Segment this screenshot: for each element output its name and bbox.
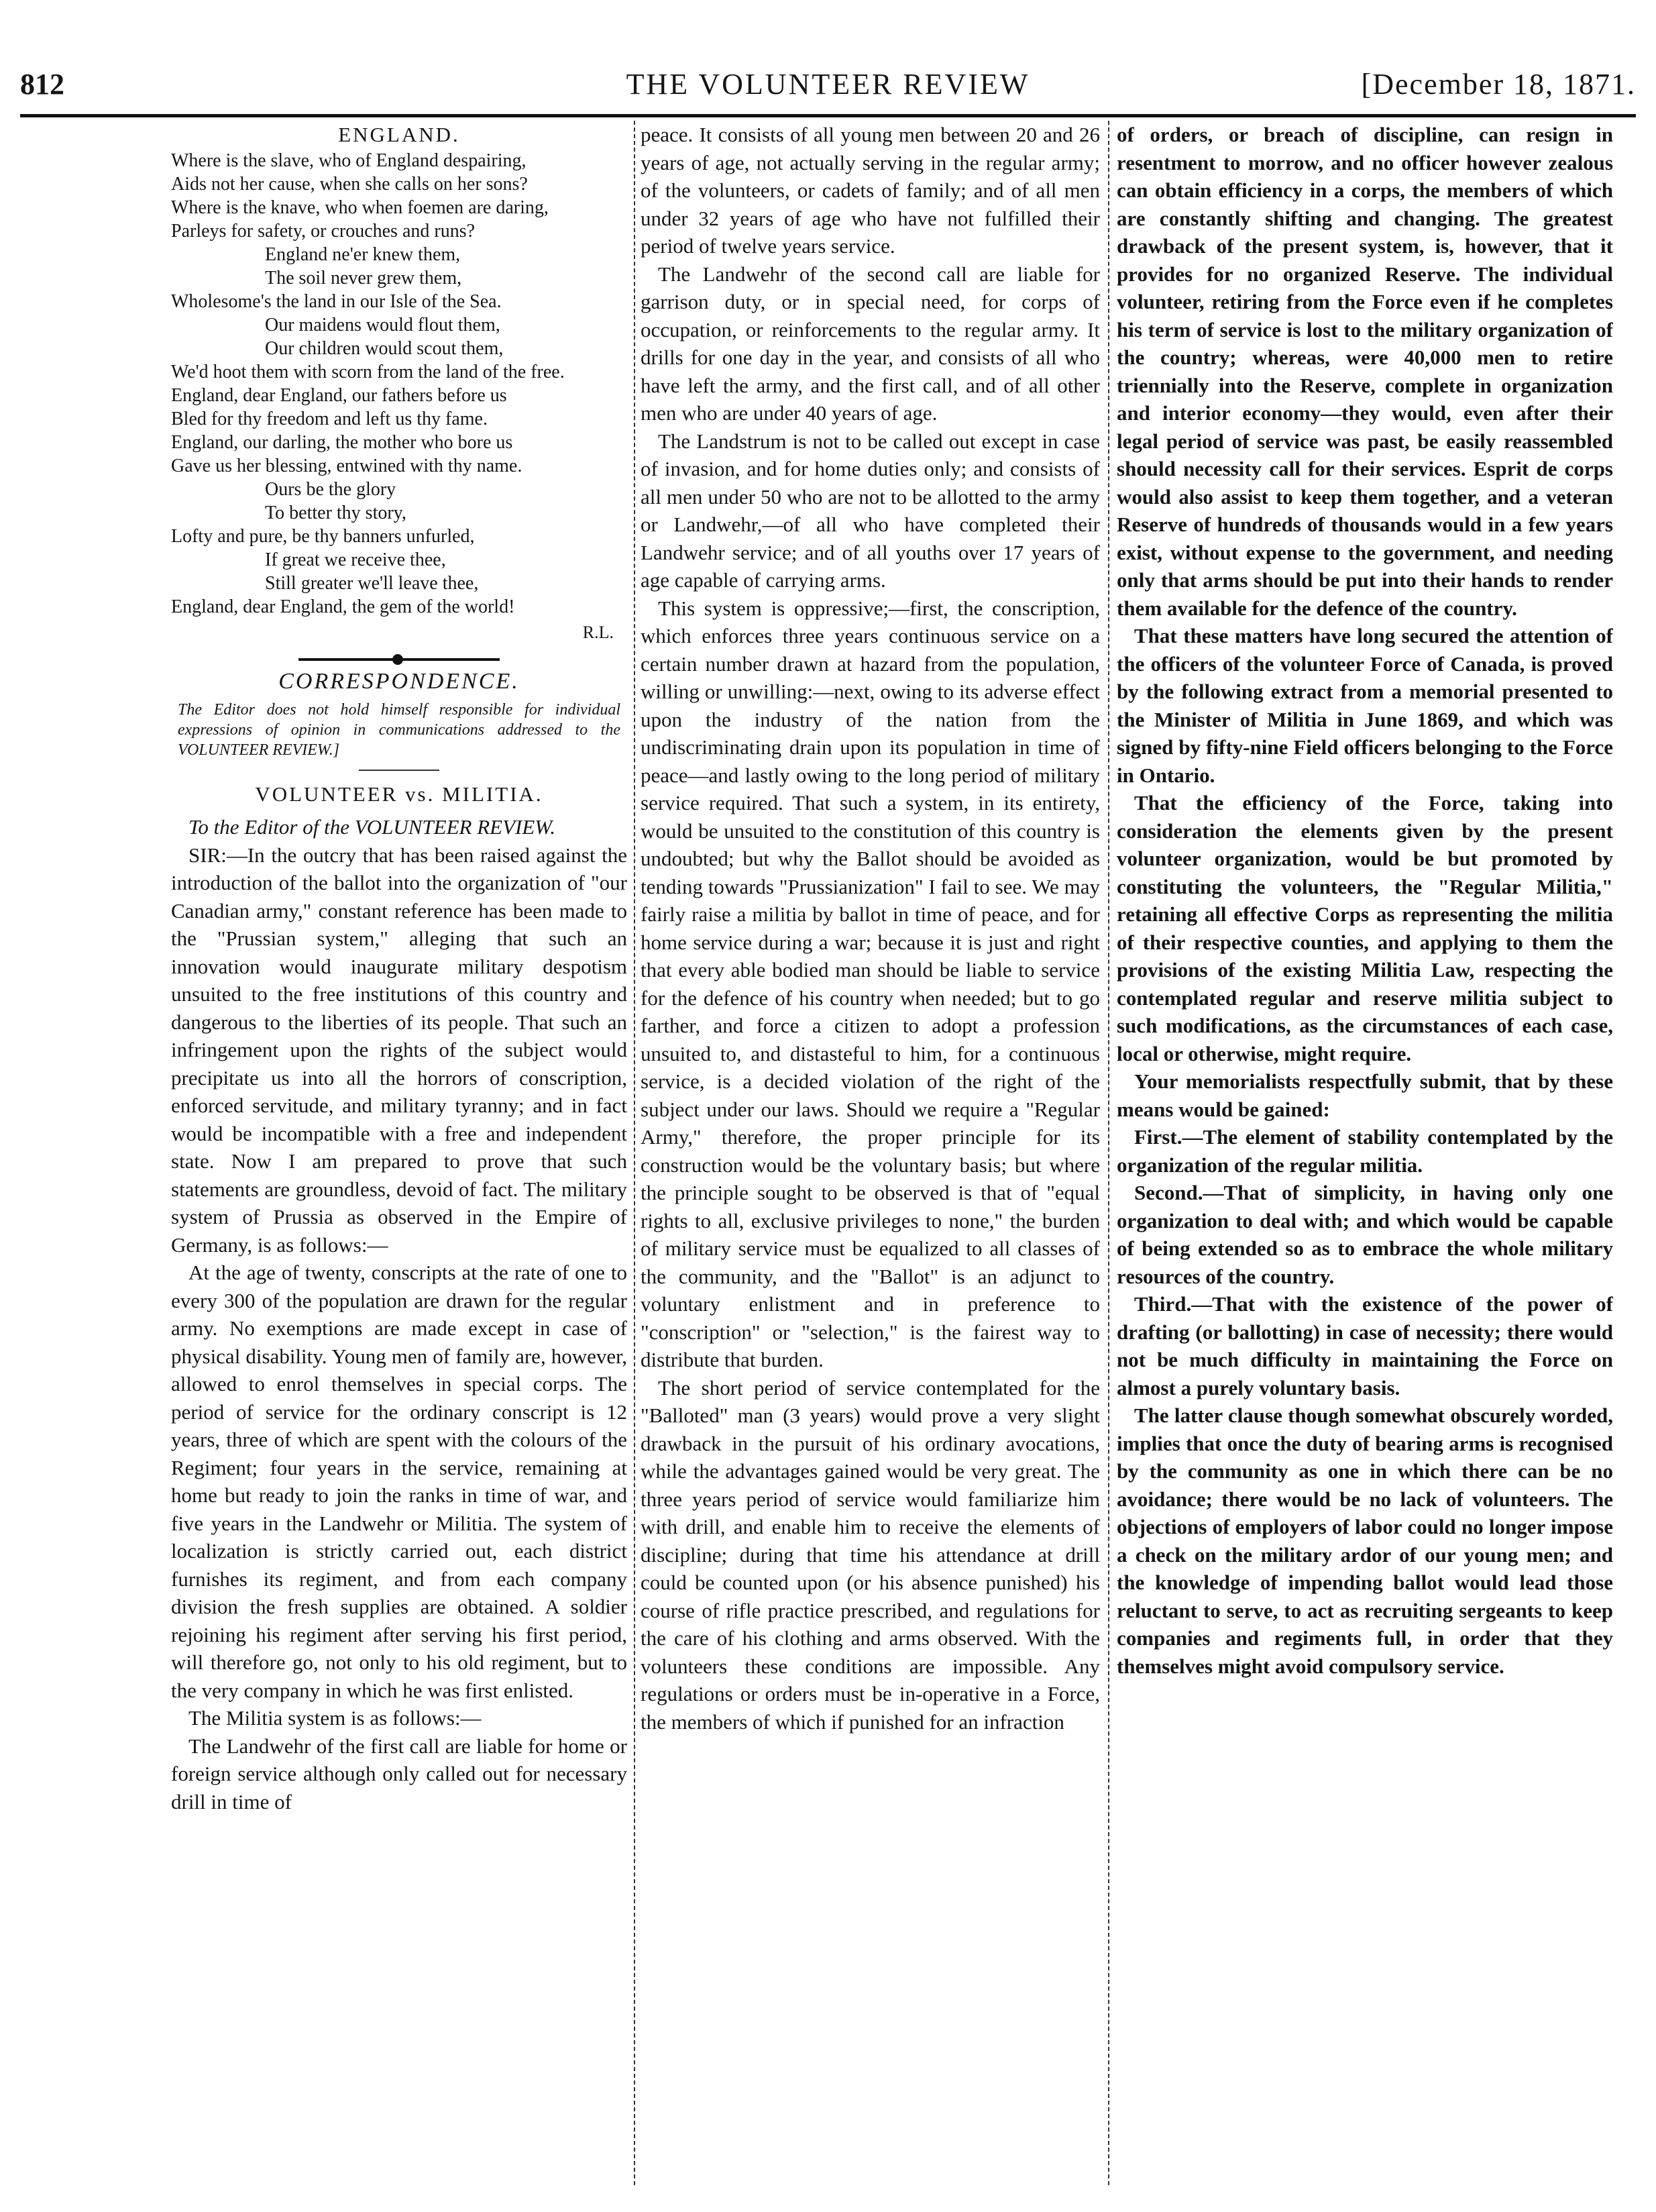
poem-line: England, dear England, our fathers before us: [171, 384, 507, 406]
poem-line: Where is the knave, who when foemen are daring,: [171, 197, 549, 218]
paragraph: The Militia system is as follows:—: [188, 1706, 482, 1730]
poem-line: England ne'er knew them,: [265, 244, 461, 265]
section-heading: CORRESPONDENCE.: [278, 669, 520, 694]
poem-line: Aids not her cause, when she calls on her sons?: [171, 173, 528, 195]
paragraph: This system is oppressive;—first, the conscription, which enforces three years continuous service on a certain number drawn at hazard from the population, willing or unwilling:—next, owing to its adverse effect upon the industry of the nation from the undiscriminating drain upon its population in time of peace—and lastly owing to the long period of military service required. That such a system, in its entirety, would be unsuited to the constitution of this country is undoubted; but why the Ballot should be avoided as tending towards "Prussianization" I fail to see. We may fairly raise a militia by ballot in time of peace, and for home service during a war; because it is just and right that every able bodied man should be liable to service for the defence of his country when needed; but to go farther, and force a citizen to adopt a profession unsuited to, and distasteful to him, for a continuous service, is a decided violation of the right of the subject under our laws. Should we require a "Regular Army," therefore, the proper principle for its construction would be the voluntary basis; but where the principle sought to be observed is that of "equal rights to all, exclusive privileges to none," the burden of military service must be equalized to all classes of the community, and the "Ballot" is an adjunct to voluntary enlistment and in preference to "conscription" or "selection," is the fairest way to distribute that burden.: [641, 596, 1100, 1371]
column-2: [641, 121, 1100, 2185]
poem-line: To better thy story,: [265, 502, 406, 523]
poem-line: England, dear England, the gem of the world!: [171, 596, 515, 617]
column-divider: [1108, 121, 1109, 2185]
section-ornament: [298, 658, 500, 661]
editor-disclaimer: The Editor does not hold himself responsible for individual expressions of opinion in communications addressed to the VOLUNTEER REVIEW.]: [178, 700, 620, 759]
paragraph: of orders, or breach of discipline, can resign in resentment to morrow, and no officer however zealous can obtain efficiency in a corps, the members of which are constantly shifting and changing. The greatest drawback of the present system, is, however, that it provides for no organized Reserve. The individual volunteer, retiring from the Force even if he completes his term of service is lost to the military organization of the country; whereas, were 40,000 men to retire triennially into the Reserve, complete in organization and interior economy—they would, even after their legal period of service was past, be easily reassembled should necessity call for their services. Esprit de corps would also assist to keep them together, and a veteran Reserve of hundreds of thousands would in a few years exist, without expense to the government, and needing only that arms should be put into their hands to render them available for the defence of the country.: [1117, 123, 1613, 620]
paragraph: That these matters have long secured the attention of the officers of the volunteer Force of Canada, is proved by the following extract from a memorial presented to the Minister of Militia in June 1869, and which was signed by fifty-nine Field officers belonging to the Force in Ontario.: [1117, 624, 1613, 787]
paragraph: peace. It consists of all young men between 20 and 26 years of age, not actually serving in the regular army; of the volunteers, or cadets of family; and of all men under 32 years of age who have not fulfilled their period of twelve years service.: [641, 123, 1100, 258]
issue-date: [December 18, 1871.: [1361, 68, 1636, 101]
page-number: 812: [20, 68, 64, 101]
paragraph: The Landstrum is not to be called out except in case of invasion, and for home duties only; and consists of all men under 50 who are not to be allotted to the army or Landwehr,—of all who have completed their Landwehr service; and of all youths over 17 years of age capable of carrying arms.: [641, 429, 1100, 592]
poem-line: The soil never grew them,: [265, 267, 462, 288]
poem-line: Our children would scout them,: [265, 337, 504, 359]
article-title: VOLUNTEER vs. MILITIA.: [255, 782, 543, 806]
paragraph: That the efficiency of the Force, taking into consideration the elements given by the present volunteer organization, would be but promoted by constituting the volunteers, the "Regular Militia," retaining all effective Corps as representing the militia of their respective counties, and applying to them the provisions of the existing Militia Law, respecting the contemplated regular and reserve militia subject to such modifications, as the circumstances of each case, local or otherwise, might require.: [1117, 791, 1613, 1065]
poem-stanza-2: [171, 384, 627, 619]
poem-line: Lofty and pure, be thy banners unfurled,: [171, 525, 475, 547]
paragraph: Your memorialists respectfully submit, that by these means would be gained:: [1117, 1069, 1613, 1121]
poem-stanza-1: [171, 149, 627, 384]
paragraph: The Landwehr of the first call are liable for home or foreign service although only called out for necessary drill in time of: [171, 1734, 627, 1813]
poem-line: Ours be the glory: [265, 478, 396, 500]
paragraph: At the age of twenty, conscripts at the rate of one to every 300 of the population are drawn for the regular army. No exemptions are made except in case of physical disability. Young men of family are, however, allowed to enrol themselves in special corps. The period of service for the ordinary conscript is 12 years, three of which are spent with the colours of the Regiment; four years in the service, remaining at home but ready to join the ranks in time of war, and five years in the Landwehr or Militia. The system of localization is strictly carried out, each district furnishes its regiment, and from each company division the fresh supplies are obtained. A soldier rejoining his regiment after serving his first period, will therefore go, not only to his old regiment, but to the very company in which he was first enlisted.: [171, 1261, 627, 1702]
paragraph: Second.—That of simplicity, in having only one organization to deal with; and which would be capable of being extended so as to embrace the whole military resources of the country.: [1117, 1181, 1613, 1288]
poem-line: We'd hoot them with scorn from the land of the free.: [171, 361, 565, 382]
short-rule: [359, 770, 439, 771]
poem-line: Parleys for safety, or crouches and runs?: [171, 220, 476, 242]
poem-line: Bled for thy freedom and left us thy fame.: [171, 408, 488, 429]
poem-line: Still greater we'll leave thee,: [265, 572, 479, 594]
publication-title: THE VOLUNTEER REVIEW: [626, 68, 1030, 101]
poem-title: ENGLAND.: [338, 123, 460, 146]
paragraph: The latter clause though somewhat obscurely worded, implies that once the duty of bearing arms is recognised by the community as one in which there can be no avoidance; there would be no lack of volunteers. The objections of employers of labor could no longer impose a check on the military ardor of our young men; and the knowledge of impending ballot would lead those reluctant to serve, to act as recruiting sergeants to keep companies and regiments full, in order that they themselves might avoid compulsory service.: [1117, 1404, 1613, 1678]
page-header: [20, 66, 1636, 106]
poem-line: Wholesome's the land in our Isle of the Sea.: [171, 291, 502, 312]
ornament-dot: [392, 654, 403, 665]
poem-line: England, our darling, the mother who bore us: [171, 431, 513, 453]
header-rule: [20, 114, 1636, 117]
paragraph: Third.—That with the existence of the power of drafting (or ballotting) in case of necessity; there would not be much difficulty in maintaining the Force on almost a purely voluntary basis.: [1117, 1292, 1613, 1400]
paragraph: First.—The element of stability contemplated by the organization of the regular militia.: [1117, 1125, 1613, 1177]
paragraph: SIR:—In the outcry that has been raised against the introduction of the ballot into the organization of "our Canadian army," constant reference has been made to the "Prussian system," alleging that such an innovation would inaugurate military despotism unsuited to the free institutions of this country and dangerous to the liberties of its people. That such an infringement upon the rights of the subject would precipitate us into all the horrors of conscription, enforced servitude, and military tyranny; and in fact would be incompatible with a free and independent state. Now I am prepared to prove that such statements are groundless, devoid of fact. The military system of Prussia as observed in the Empire of Germany, is as follows:—: [171, 843, 627, 1257]
column-1: [171, 121, 627, 2185]
poem-signature: R.L.: [582, 622, 614, 642]
column-3: [1117, 121, 1613, 2185]
salutation: To the Editor of the VOLUNTEER REVIEW.: [188, 815, 556, 839]
column-divider: [634, 121, 635, 2185]
paragraph: The Landwehr of the second call are liable for garrison duty, or in special need, for corps of occupation, or reinforcements to the regular army. It drills for one day in the year, and consists of all who have left the army, and the first call, and of all other men who are under 40 years of age.: [641, 262, 1100, 425]
poem-line: If great we receive thee,: [265, 549, 446, 570]
poem-line: Where is the slave, who of England despairing,: [171, 150, 527, 171]
paragraph: The short period of service contemplated for the "Balloted" man (3 years) would prove a very slight drawback in the pursuit of his ordinary avocations, while the advantages gained would be very great. The three years period of service would familiarize him with drill, and enable him to receive the elements of discipline; during that time his attendance at drill could be counted upon (or his absence punished) his course of rifle practice prescribed, and regulations for the care of his clothing and arms observed. With the volunteers these conditions are impossible. Any regulations or orders must be in-operative in a Force, the members of which if punished for an infraction: [641, 1375, 1100, 1734]
poem-line: Gave us her blessing, entwined with thy name.: [171, 455, 522, 476]
poem-line: Our maidens would flout them,: [265, 314, 500, 335]
